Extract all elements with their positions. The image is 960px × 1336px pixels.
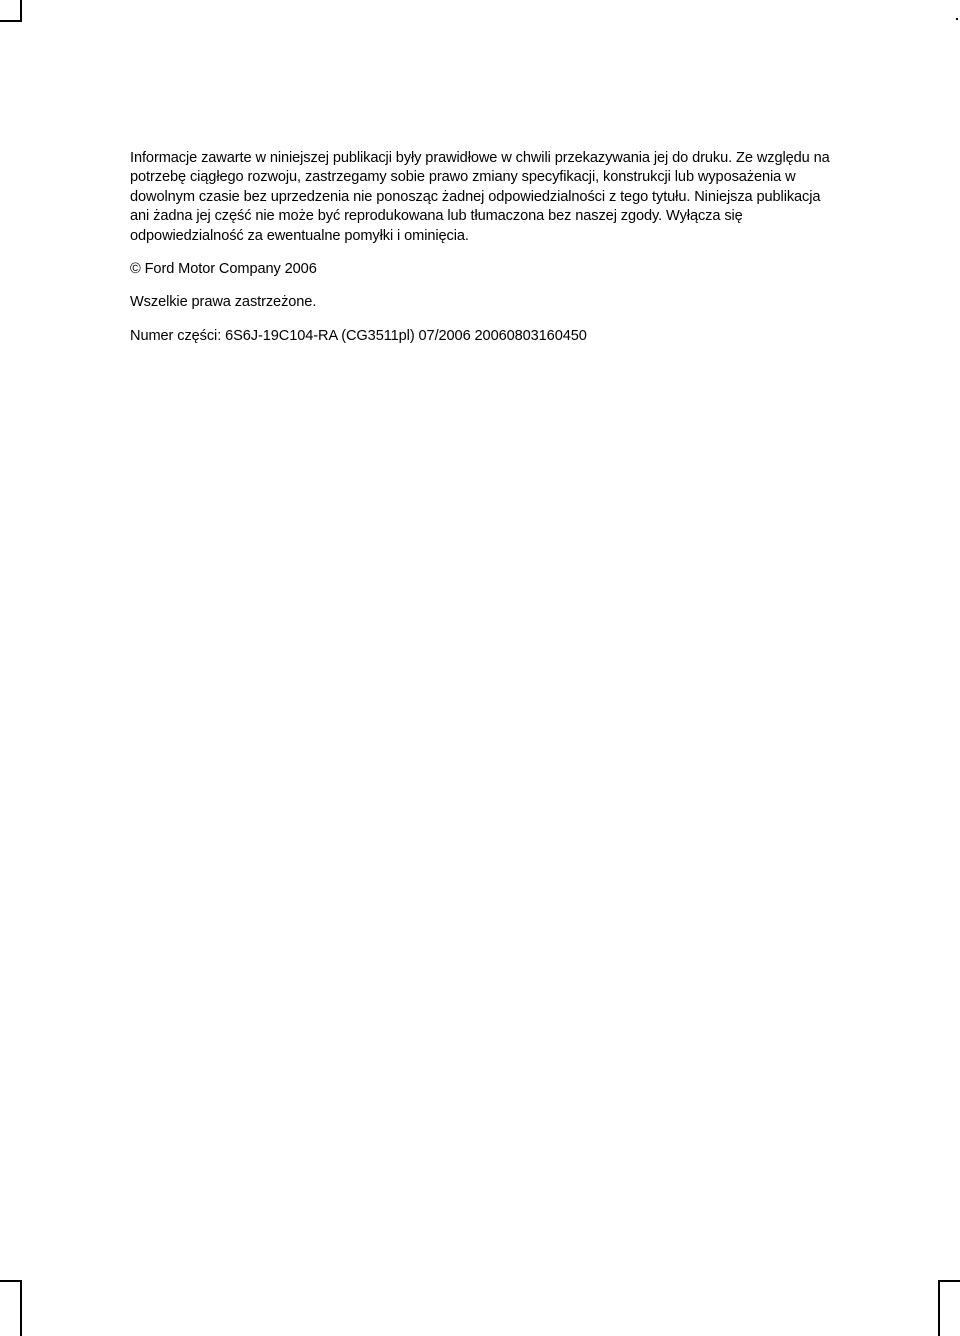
document-content <box>130 149 840 346</box>
disclaimer-paragraph: Informacje zawarte w niniejszej publikacji były prawidłowe w chwili przekazywania jej do druku. Ze względu na potrzebę ciągłego rozwoju, zastrzegamy sobie prawo zmiany specyfikacji, konstrukcji lub wyposażenia w dowolnym czasie bez uprzedzenia nie ponosząc żadnej odpowiedzialności z tego tytułu. Niniejsza publikacja ani żadna jej część nie może być reprodukowana lub tłumaczona bez naszej zgody. Wyłącza się odpowiedzialność za ewentualne pomyłki i ominięcia. <box>130 150 830 244</box>
rights-line: Wszelkie prawa zastrzeżone. <box>130 294 317 311</box>
part-number-line: Numer części: 6S6J-19C104-RA (CG3511pl) 07/2006 20060803160450 <box>130 327 587 344</box>
crop-mark-top-right-dot <box>956 18 958 20</box>
crop-mark-bottom-left-vertical <box>20 1280 22 1336</box>
crop-mark-top-left-vertical <box>20 0 22 22</box>
copyright-line: © Ford Motor Company 2006 <box>130 261 317 278</box>
crop-mark-bottom-right-horizontal <box>938 1280 960 1282</box>
crop-mark-bottom-right-vertical <box>938 1280 940 1336</box>
crop-mark-top-left-horizontal <box>0 20 22 22</box>
crop-mark-bottom-left-horizontal <box>0 1280 22 1282</box>
